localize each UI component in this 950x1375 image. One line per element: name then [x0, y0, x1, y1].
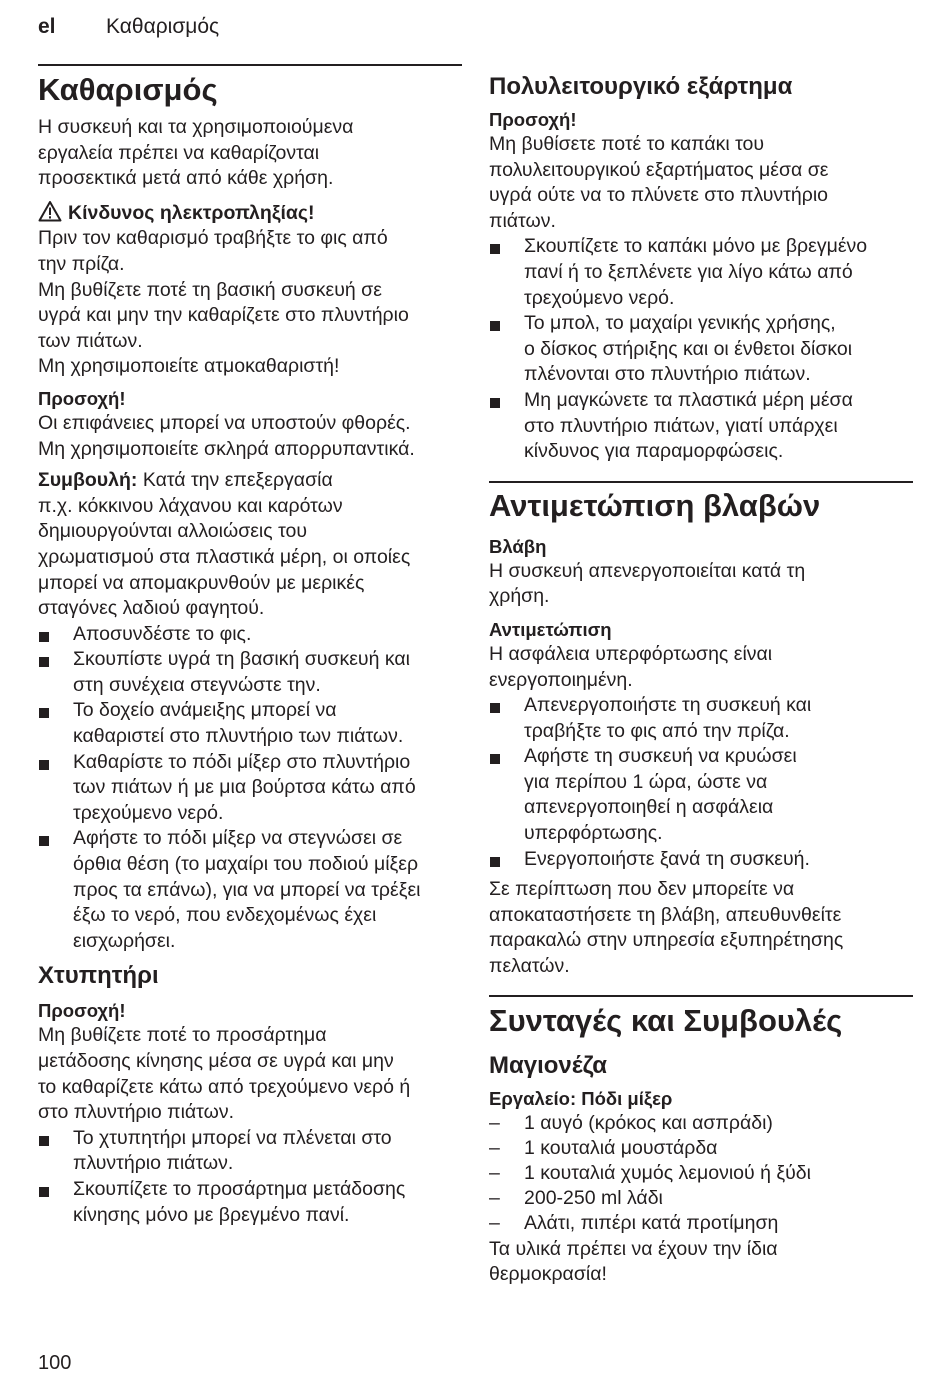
text-line: τρεχούμενο νερό.	[524, 286, 675, 309]
section-divider	[38, 64, 462, 66]
bullet-square	[39, 1187, 49, 1197]
text-line: Αφήστε τη συσκευή να κρυώσει	[524, 745, 797, 768]
text-line: Μη βυθίζετε ποτέ το προσάρτημα	[38, 1024, 327, 1047]
list-item	[489, 847, 913, 873]
text-line: στο πλυντήριο πιάτων.	[38, 1101, 234, 1124]
list-item	[38, 698, 462, 749]
section-title-troubleshooting: Αντιμετώπιση βλαβών	[489, 487, 821, 523]
tip-text: Κατά την επεξεργασία	[137, 469, 333, 492]
text-line: Απενεργοποιήστε τη συσκευή και	[524, 694, 812, 717]
list-item	[489, 311, 913, 388]
text-line: Το δοχείο ανάμειξης μπορεί να	[73, 699, 337, 722]
section-divider	[489, 995, 913, 997]
tip-label: Συμβουλή:	[38, 469, 138, 492]
list-item	[489, 1136, 913, 1161]
remedy-heading: Αντιμετώπιση	[489, 618, 612, 640]
right-column	[489, 64, 913, 1288]
text-line: πελατών.	[489, 955, 570, 978]
bullet-square	[490, 321, 500, 331]
text-line: αποκαταστήσετε τη βλάβη, απευθυνθείτε	[489, 903, 842, 926]
recipe-title-mayonnaise: Μαγιονέζα	[489, 1051, 608, 1079]
text-line: προσεκτικά μετά από κάθε χρήση.	[38, 167, 334, 190]
text-line: εισχωρήσει.	[73, 929, 176, 952]
list-item	[38, 750, 462, 827]
text-line: των πιάτων ή με μια βούρτσα κάτω από	[73, 776, 416, 799]
text-line: Ενεργοποιήστε ξανά τη συσκευή.	[524, 847, 810, 870]
bullet-square	[490, 398, 500, 408]
ingredients-list	[489, 1111, 913, 1237]
ingredient: 1 κουταλιά μουστάρδα	[524, 1136, 718, 1159]
ingredient: Αλάτι, πιπέρι κατά προτίμηση	[524, 1212, 779, 1235]
text-line: για περίπου 1 ώρα, ώστε να	[524, 770, 768, 793]
section-title-cleaning: Καθαρισμός	[38, 72, 218, 107]
text-line: Το μπολ, το μαχαίρι γενικής χρήσης,	[524, 312, 836, 335]
text-line: χρήση.	[489, 585, 550, 608]
text-line: υγρά και μην την καθαρίζετε στο πλυντήριο	[38, 304, 409, 327]
list-item	[489, 1111, 913, 1136]
text-line: Η ασφάλεια υπερφόρτωσης είναι	[489, 642, 773, 665]
page-header	[38, 14, 219, 40]
text-line: απενεργοποιηθεί η ασφάλεια	[524, 796, 774, 819]
bullet-square	[39, 708, 49, 718]
ingredient: 1 κουταλιά χυμός λεμονιού ή ξύδι	[524, 1162, 811, 1185]
text-line: πλένονται στο πλυντήριο πιάτων.	[524, 363, 811, 386]
dash-marker: –	[489, 1136, 500, 1159]
text-line: πανί ή το ξεπλένετε για λίγο κάτω από	[524, 260, 853, 283]
section-title-multi-attachment: Πολυλειτουργικό εξάρτημα	[489, 73, 793, 100]
bullet-square	[39, 632, 49, 642]
text-line: Οι επιφάνειες μπορεί να υποστούν φθορές.	[38, 411, 411, 434]
text-line: την πρίζα.	[38, 252, 125, 275]
closing-paragraph	[489, 1237, 913, 1288]
text-line: μετάδοσης κίνησης μέσα σε υγρά και μην	[38, 1050, 394, 1072]
text-line: ο δίσκος στήριξης και οι ένθετοι δίσκοι	[524, 337, 853, 360]
bullet-square	[490, 857, 500, 867]
dash-marker: –	[489, 1212, 500, 1235]
text-line: των πιάτων.	[38, 329, 143, 352]
text-line: Σκουπίστε υγρά τη βασική συσκευή και	[73, 648, 410, 671]
text-line: Το χτυπητήρι μπορεί να πλένεται στο	[73, 1126, 392, 1149]
text-line: πιάτων.	[489, 209, 556, 232]
text-line: Η συσκευή και τα χρησιμοποιούμενα	[38, 116, 354, 138]
text-line: ενεργοποιημένη.	[489, 668, 633, 691]
text-line: Μη μαγκώνετε τα πλαστικά μέρη μέσα	[524, 388, 853, 411]
fault-paragraph	[489, 559, 913, 610]
text-line: Μη βυθίζετε ποτέ τη βασική συσκευή σε	[38, 278, 382, 301]
text-line: πολυλειτουργικού εξαρτήματος μέσα σε	[489, 158, 829, 181]
text-line: παρακαλώ στην υπηρεσία εξυπηρέτησης	[489, 929, 844, 952]
list-item	[489, 388, 913, 465]
list-item	[489, 1186, 913, 1211]
text-line: πλυντήριο πιάτων.	[73, 1152, 234, 1175]
text-line: Σκουπίζετε το προσάρτημα μετάδοσης	[73, 1177, 406, 1200]
danger-title: Κίνδυνος ηλεκτροπληξίας!	[68, 201, 315, 224]
text-line: υγρά ούτε να το πλύνετε στο πλυντήριο	[489, 184, 829, 207]
dash-marker: –	[489, 1111, 500, 1134]
service-paragraph	[489, 877, 913, 979]
ingredient: 1 αυγό (κρόκος και ασπράδι)	[524, 1111, 773, 1134]
text-line: Η συσκευή απενεργοποιείται κατά τη	[489, 559, 806, 582]
caution-heading: Προσοχή!	[38, 1000, 126, 1022]
text-line: τραβήξτε το φις από την πρίζα.	[524, 719, 790, 742]
text-line: χρωματισμού στα πλαστικά μέρη, οι οποίες	[38, 545, 411, 568]
caution-paragraph	[38, 411, 462, 462]
text-line: σταγόνες λαδιού φαγητού.	[38, 597, 265, 620]
section-divider	[489, 481, 913, 483]
dash-marker: –	[489, 1187, 500, 1210]
text-line: Σε περίπτωση που δεν μπορείτε να	[489, 878, 795, 901]
list-item	[38, 826, 462, 954]
text-line: τρεχούμενο νερό.	[73, 801, 224, 824]
bullet-square	[39, 1136, 49, 1146]
ingredient: 200-250 ml λάδι	[524, 1187, 663, 1210]
text-line: έξω το νερό, που ενδεχομένως έχει	[73, 904, 377, 927]
text-line: Αφήστε το πόδι μίξερ να στεγνώσει σε	[73, 827, 403, 850]
list-item	[489, 693, 913, 744]
section-title-whisk: Χτυπητήρι	[38, 962, 159, 990]
text-line: Σκουπίζετε το καπάκι μόνο με βρεγμένο	[524, 235, 868, 258]
bullet-square	[39, 836, 49, 846]
text-line: προς τα επάνω), για να μπορεί να τρέξει	[73, 878, 421, 901]
text-line: κίνησης μόνο με βρεγμένο πανί.	[73, 1203, 350, 1226]
multi-steps-list	[489, 234, 913, 464]
text-line: στη συνέχεια στεγνώστε την.	[73, 673, 321, 696]
left-column	[38, 64, 462, 1228]
text-line: Καθαρίστε το πόδι μίξερ στο πλυντήριο	[73, 750, 411, 773]
text-line: υπερφόρτωσης.	[524, 822, 663, 845]
tip-paragraph	[38, 468, 462, 622]
intro-paragraph	[38, 115, 462, 192]
text-line: Μη χρησιμοποιείτε σκληρά απορρυπαντικά.	[38, 437, 415, 460]
language-code: el	[38, 15, 56, 38]
text-line: π.χ. κόκκινου λάχανου και καρότων	[38, 494, 343, 517]
page-number: 100	[38, 1352, 72, 1374]
dash-marker: –	[489, 1162, 500, 1185]
text-line: στο πλυντήριο πιάτων, γιατί υπάρχει	[524, 414, 838, 437]
header-section: Καθαρισμός	[106, 15, 220, 38]
bullet-square	[490, 244, 500, 254]
text-line: το καθαρίζετε κάτω από τρεχούμενο νερό ή	[38, 1075, 411, 1098]
bullet-square	[490, 754, 500, 764]
cleaning-steps-list	[38, 622, 462, 955]
list-item	[38, 1177, 462, 1228]
text-line: Μη βυθίσετε ποτέ το καπάκι του	[489, 133, 765, 155]
caution-heading: Προσοχή!	[489, 109, 577, 130]
text-line: Τα υλικά πρέπει να έχουν την ίδια	[489, 1237, 778, 1260]
text-line: δημιουργούνται αλλοιώσεις του	[38, 520, 308, 543]
fault-heading: Βλάβη	[489, 535, 547, 557]
whisk-steps-list	[38, 1126, 462, 1228]
whisk-paragraph	[38, 1023, 462, 1125]
caution-heading: Προσοχή!	[38, 387, 126, 409]
bullet-square	[39, 657, 49, 667]
list-item	[38, 1126, 462, 1177]
tool-heading: Εργαλείο: Πόδι μίξερ	[489, 1087, 673, 1109]
text-line: Μη χρησιμοποιείτε ατμοκαθαριστή!	[38, 355, 340, 378]
remedy-paragraph	[489, 642, 913, 693]
text-line: κίνδυνος για παραμορφώσεις.	[524, 440, 784, 463]
remedy-steps-list	[489, 693, 913, 872]
text-line: θερμοκρασία!	[489, 1263, 607, 1286]
list-item	[38, 622, 462, 648]
section-title-recipes: Συνταγές και Συμβουλές	[489, 1002, 843, 1038]
danger-heading	[38, 200, 462, 227]
text-line: Πριν τον καθαρισμό τραβήξτε το φις από	[38, 227, 388, 250]
bullet-square	[490, 703, 500, 713]
list-item	[489, 234, 913, 311]
text-line	[38, 468, 462, 494]
text-line: όρθια θέση (το μαχαίρι του ποδιού μίξερ	[73, 853, 419, 876]
warning-triangle-icon	[38, 200, 62, 222]
text-line: Αποσυνδέστε το φις.	[73, 622, 252, 645]
text-line: εργαλεία πρέπει να καθαρίζονται	[38, 141, 320, 164]
danger-paragraph	[38, 226, 462, 380]
text-line: μπορεί να απομακρυνθούν με μερικές	[38, 571, 365, 594]
bullet-square	[39, 760, 49, 770]
list-item	[489, 1161, 913, 1186]
list-item	[489, 744, 913, 846]
list-item	[38, 647, 462, 698]
list-item	[489, 1211, 913, 1236]
text-line: καθαριστεί στο πλυντήριο των πιάτων.	[73, 725, 404, 748]
multi-paragraph	[489, 132, 913, 234]
